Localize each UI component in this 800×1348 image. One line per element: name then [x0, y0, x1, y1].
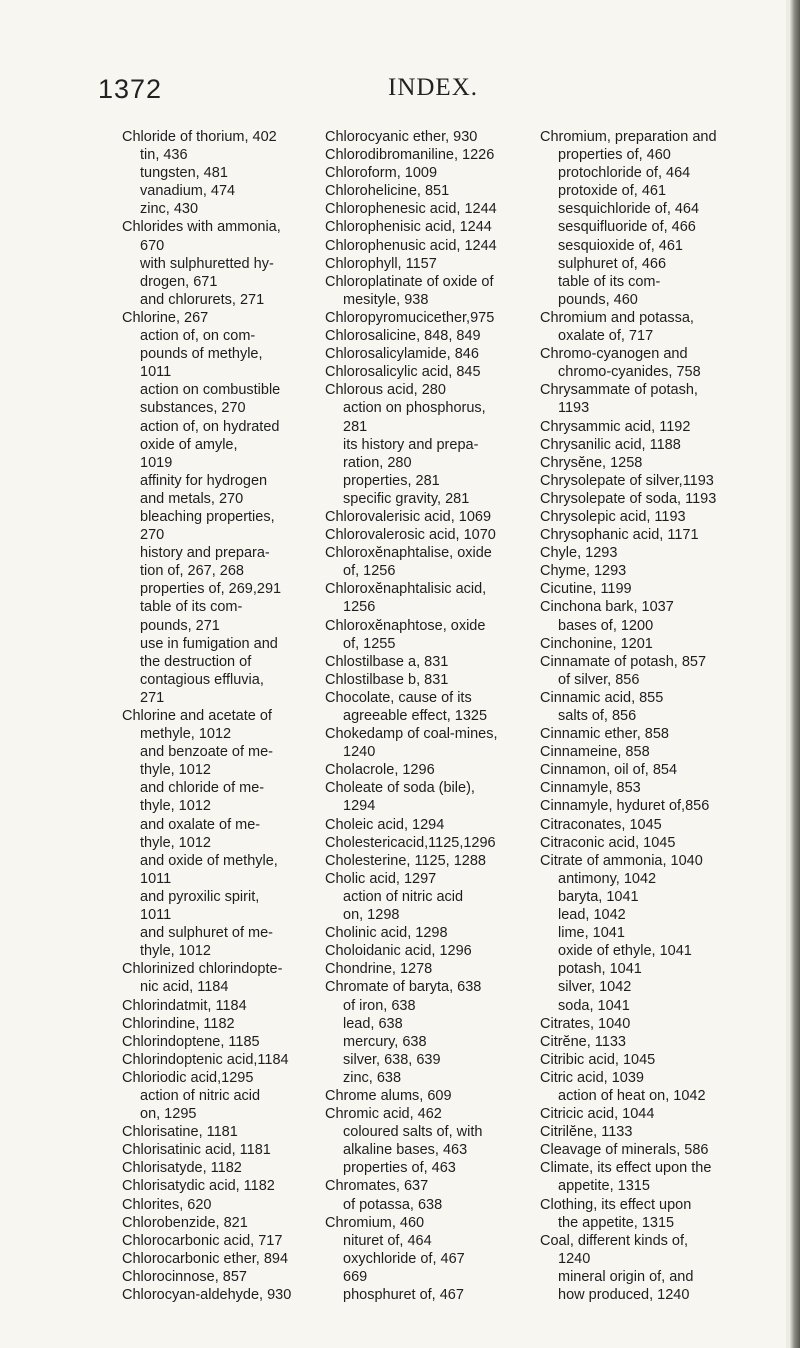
index-entry: Chlorisatydic acid, 1182	[122, 1178, 275, 1195]
index-entry: Chloride of thorium, 402	[122, 129, 277, 145]
index-entry: Chromate of baryta, 638	[325, 979, 482, 996]
index-subentry: 1256	[343, 599, 376, 616]
page-number: 1372	[98, 74, 163, 104]
index-column-3	[540, 128, 745, 1304]
index-entry: Chlorocarbonic acid, 717	[122, 1232, 283, 1249]
index-entry: Chlorites, 620	[122, 1196, 212, 1213]
index-subentry: coloured salts of, with	[343, 1124, 483, 1141]
index-entry: Cicutine, 1199	[540, 581, 632, 598]
index-entry: Chromium, preparation and	[540, 129, 717, 145]
index-subentry: properties of, 463	[343, 1160, 456, 1177]
index-entry: Chloropyromucicether,975	[325, 309, 495, 326]
index-subentry: silver, 638, 639	[343, 1051, 441, 1068]
index-entry: Chlorohelicine, 851	[325, 183, 450, 200]
index-subentry: 1011	[140, 907, 172, 924]
index-entry: Chlorophenesic acid, 1244	[325, 201, 497, 218]
index-subentry: oxide of ethyle, 1041	[558, 943, 692, 960]
index-subentry: methyle, 1012	[140, 726, 232, 743]
index-subentry: action of heat on, 1042	[558, 1087, 706, 1104]
index-entry: Chloroxĕnaphtalise, oxide	[325, 545, 492, 562]
index-entry: Chloroxĕnaphtalisic acid,	[325, 581, 487, 598]
index-entry: Citrate of ammonia, 1040	[540, 852, 703, 869]
index-subentry: of potassa, 638	[343, 1196, 443, 1213]
index-entry: Chlorine, 267	[122, 309, 209, 326]
index-entry: Citribic acid, 1045	[540, 1051, 656, 1068]
index-subentry: agreeable effect, 1325	[343, 708, 488, 724]
index-subentry: lead, 638	[343, 1015, 403, 1032]
index-subentry: mesityle, 938	[343, 291, 429, 308]
index-entry: Cinchona bark, 1037	[540, 599, 674, 616]
index-entry: Chrysammic acid, 1192	[540, 418, 691, 435]
index-subentry: 1240	[558, 1250, 591, 1267]
index-column-2	[325, 128, 530, 1304]
index-entry: Cinnamon, oil of, 854	[540, 762, 678, 779]
index-entry: Chlorocyan-aldehyde, 930	[122, 1287, 292, 1303]
index-subentry: 669	[343, 1268, 368, 1285]
index-entry: Chlorosalicine, 848, 849	[325, 328, 481, 345]
index-entry: Cholic acid, 1297	[325, 870, 437, 887]
index-entry: Cinnamic ether, 858	[540, 726, 669, 743]
index-entry: Chlorinized chlorindopte-	[122, 961, 283, 978]
index-subentry: pounds of methyle,	[140, 346, 263, 363]
index-entry: Choleic acid, 1294	[325, 816, 445, 833]
index-subentry: nic acid, 1184	[140, 979, 229, 996]
index-subentry: affinity for hydrogen	[140, 472, 268, 489]
index-subentry: 1019	[140, 454, 173, 471]
index-entry: Chlorisatinic acid, 1181	[122, 1142, 271, 1159]
index-entry: Citrilĕne, 1133	[540, 1124, 633, 1141]
index-subentry: tungsten, 481	[140, 165, 228, 182]
index-entry: Chloroform, 1009	[325, 165, 438, 182]
index-columns	[122, 128, 762, 1318]
index-subentry: of, 1255	[343, 635, 396, 652]
index-entry: Choleate of soda (bile),	[325, 780, 475, 797]
index-subentry: and chlorurets, 271	[140, 291, 265, 308]
index-subentry: action of, on hydrated	[140, 418, 280, 435]
index-entry: Chrysĕne, 1258	[540, 454, 643, 471]
index-entry: Cinnamate of potash, 857	[540, 653, 707, 670]
index-subentry: with sulphuretted hy-	[140, 255, 274, 272]
index-entry: Chrysammate of potash,	[540, 382, 698, 399]
book-spine-edge	[790, 0, 800, 1348]
index-subentry: salts of, 856	[558, 708, 637, 724]
index-subentry: thyle, 1012	[140, 798, 211, 815]
index-subentry: bases of, 1200	[558, 617, 654, 634]
index-entry: Cleavage of minerals, 586	[540, 1142, 709, 1159]
index-subentry: oxychloride of, 467	[343, 1250, 465, 1267]
index-entry: Chlorosalicylamide, 846	[325, 346, 479, 363]
index-subentry: sulphuret of, 466	[558, 255, 667, 272]
index-subentry: history and prepara-	[140, 545, 270, 562]
index-subentry: properties, 281	[343, 472, 440, 489]
index-subentry: oxalate of, 717	[558, 328, 654, 345]
index-subentry: appetite, 1315	[558, 1178, 650, 1195]
index-subentry: and oxalate of me-	[140, 816, 261, 833]
index-entry: Chlorodibromaniline, 1226	[325, 147, 495, 164]
index-entry: Cholesterine, 1125, 1288	[325, 852, 486, 869]
index-subentry: oxide of amyle,	[140, 436, 238, 453]
index-subentry: 670	[140, 237, 165, 254]
index-entry: Chlorindine, 1182	[122, 1015, 235, 1032]
index-subentry: 1240	[343, 744, 376, 761]
index-entry: Cholinic acid, 1298	[325, 925, 448, 942]
index-subentry: of iron, 638	[343, 997, 416, 1014]
index-subentry: table of its com-	[140, 599, 243, 616]
index-entry: Cinnamic acid, 855	[540, 689, 664, 706]
index-entry: Chlorocarbonic ether, 894	[122, 1250, 289, 1267]
index-subentry: 1011	[140, 364, 172, 381]
index-subentry: protoxide of, 461	[558, 183, 667, 200]
index-column-1	[122, 128, 327, 1304]
index-subentry: specific gravity, 281	[343, 490, 470, 507]
index-subentry: zinc, 638	[343, 1069, 402, 1086]
index-subentry: thyle, 1012	[140, 762, 211, 779]
index-subentry: 1193	[558, 400, 590, 417]
index-subentry: action of, on com-	[140, 328, 256, 345]
index-entry: Cinchonine, 1201	[540, 635, 653, 652]
index-entry: Cinnamyle, 853	[540, 780, 641, 797]
index-entry: Chromium and potassa,	[540, 309, 694, 326]
index-entry: Chlorophenusic acid, 1244	[325, 237, 497, 254]
index-entry: Citricic acid, 1044	[540, 1106, 655, 1123]
index-subentry: on, 1298	[343, 907, 400, 924]
index-entry: Chyme, 1293	[540, 563, 627, 580]
index-subentry: properties of, 460	[558, 147, 671, 164]
index-subentry: ration, 280	[343, 454, 412, 471]
index-entry: Chokedamp of coal-mines,	[325, 726, 498, 743]
index-entry: Clothing, its effect upon	[540, 1196, 692, 1213]
index-entry: Chlorous acid, 280	[325, 382, 446, 399]
index-entry: Chocolate, cause of its	[325, 689, 472, 706]
index-subentry: lead, 1042	[558, 907, 626, 924]
index-entry: Cholacrole, 1296	[325, 762, 435, 779]
index-subentry: contagious effluvia,	[140, 671, 264, 688]
index-entry: Coal, different kinds of,	[540, 1232, 689, 1249]
index-subentry: baryta, 1041	[558, 888, 639, 905]
index-subentry: the destruction of	[140, 653, 252, 670]
index-subentry: pounds, 460	[558, 291, 638, 308]
index-entry: Cholestericacid,1125,1296	[325, 834, 496, 851]
index-entry: Climate, its effect upon the	[540, 1160, 712, 1177]
index-subentry: alkaline bases, 463	[343, 1142, 468, 1159]
index-entry: Choloidanic acid, 1296	[325, 943, 472, 960]
index-entry: Chlorophenisic acid, 1244	[325, 219, 492, 236]
index-subentry: chromo-cyanides, 758	[558, 364, 701, 381]
index-subentry: lime, 1041	[558, 925, 625, 942]
index-subentry: action of nitric acid	[140, 1087, 261, 1104]
index-entry: Citrates, 1040	[540, 1015, 631, 1032]
index-entry: Chlorindatmit, 1184	[122, 997, 247, 1014]
running-head: INDEX.	[388, 74, 479, 101]
index-entry: Chlorosalicylic acid, 845	[325, 364, 481, 381]
index-entry: Chlorocinnose, 857	[122, 1268, 247, 1285]
index-subentry: soda, 1041	[558, 997, 630, 1014]
index-subentry: potash, 1041	[558, 961, 642, 978]
index-entry: Citric acid, 1039	[540, 1069, 644, 1086]
index-entry: Citraconic acid, 1045	[540, 834, 676, 851]
index-subentry: substances, 270	[140, 400, 246, 417]
index-entry: Chrysolepic acid, 1193	[540, 508, 686, 525]
index-subentry: vanadium, 474	[140, 183, 236, 200]
index-subentry: sesquioxide of, 461	[558, 237, 683, 254]
index-entry: Chondrine, 1278	[325, 961, 433, 978]
index-subentry: and chloride of me-	[140, 780, 265, 797]
index-entry: Chlorindoptene, 1185	[122, 1033, 260, 1050]
index-entry: Chrome alums, 609	[325, 1087, 452, 1104]
index-subentry: pounds, 271	[140, 617, 220, 634]
index-subentry: action on combustible	[140, 382, 281, 399]
index-subentry: silver, 1042	[558, 979, 632, 996]
index-subentry: zinc, 430	[140, 201, 199, 218]
index-subentry: use in fumigation and	[140, 635, 278, 652]
index-entry: Chrysanilic acid, 1188	[540, 436, 681, 453]
index-entry: Chlorobenzide, 821	[122, 1214, 248, 1231]
index-subentry: how produced, 1240	[558, 1287, 690, 1303]
index-subentry: of, 1256	[343, 563, 396, 580]
index-entry: Chlorine and acetate of	[122, 708, 272, 724]
index-subentry: thyle, 1012	[140, 834, 211, 851]
index-entry: Chlorocyanic ether, 930	[325, 129, 478, 145]
index-subentry: 1294	[343, 798, 376, 815]
index-subentry: mercury, 638	[343, 1033, 427, 1050]
index-subentry: table of its com-	[558, 273, 661, 290]
index-subentry: and benzoate of me-	[140, 744, 274, 761]
index-entry: Chlorisatine, 1181	[122, 1124, 238, 1141]
index-entry: Chlostilbase a, 831	[325, 653, 449, 670]
index-subentry: bleaching properties,	[140, 508, 275, 525]
index-subentry: and oxide of methyle,	[140, 852, 278, 869]
index-entry: Chlorovalerisic acid, 1069	[325, 508, 492, 525]
index-entry: Chyle, 1293	[540, 545, 618, 562]
index-subentry: 1011	[140, 870, 172, 887]
index-subentry: and pyroxilic spirit,	[140, 888, 260, 905]
index-subentry: 281	[343, 418, 368, 435]
index-entry: Chromic acid, 462	[325, 1106, 442, 1123]
index-subentry: tin, 436	[140, 147, 188, 164]
index-subentry: drogen, 671	[140, 273, 218, 290]
index-subentry: antimony, 1042	[558, 870, 657, 887]
index-subentry: sesquifluoride of, 466	[558, 219, 696, 236]
index-entry: Chlorisatyde, 1182	[122, 1160, 242, 1177]
index-entry: Chlorides with ammonia,	[122, 219, 281, 236]
index-subentry: the appetite, 1315	[558, 1214, 675, 1231]
index-subentry: its history and prepa-	[343, 436, 479, 453]
index-subentry: 271	[140, 689, 165, 706]
index-entry: Chromates, 637	[325, 1178, 429, 1195]
index-subentry: thyle, 1012	[140, 943, 211, 960]
index-entry: Chloroxĕnaphtose, oxide	[325, 617, 486, 634]
index-entry: Cinnameine, 858	[540, 744, 650, 761]
index-subentry: and metals, 270	[140, 490, 244, 507]
index-entry: Chromo-cyanogen and	[540, 346, 688, 363]
index-entry: Chloriodic acid,1295	[122, 1069, 254, 1086]
index-subentry: sesquichloride of, 464	[558, 201, 700, 218]
index-entry: Chrysolepate of silver,1193	[540, 472, 714, 489]
index-entry: Chlorophyll, 1157	[325, 255, 437, 272]
index-subentry: mineral origin of, and	[558, 1268, 694, 1285]
index-subentry: protochloride of, 464	[558, 165, 691, 182]
index-subentry: and sulphuret of me-	[140, 925, 273, 942]
index-entry: Chromium, 460	[325, 1214, 425, 1231]
index-entry: Chloroplatinate of oxide of	[325, 273, 494, 290]
index-entry: Chrysolepate of soda, 1193	[540, 490, 717, 507]
index-subentry: 270	[140, 527, 165, 544]
index-subentry: phosphuret of, 467	[343, 1287, 464, 1303]
index-subentry: on, 1295	[140, 1106, 197, 1123]
index-entry: Chlorovalerosic acid, 1070	[325, 527, 496, 544]
index-subentry: tion of, 267, 268	[140, 563, 244, 580]
index-entry: Cinnamyle, hyduret of,856	[540, 798, 710, 815]
index-entry: Chlostilbase b, 831	[325, 671, 449, 688]
index-subentry: of silver, 856	[558, 671, 640, 688]
page-header	[98, 74, 718, 114]
index-entry: Chlorindoptenic acid,1184	[122, 1051, 289, 1068]
index-subentry: properties of, 269,291	[140, 581, 282, 598]
index-entry: Citrĕne, 1133	[540, 1033, 626, 1050]
index-subentry: action of nitric acid	[343, 888, 464, 905]
index-entry: Chrysophanic acid, 1171	[540, 527, 699, 544]
index-subentry: action on phosphorus,	[343, 400, 486, 417]
index-subentry: nituret of, 464	[343, 1232, 432, 1249]
index-entry: Citraconates, 1045	[540, 816, 662, 833]
